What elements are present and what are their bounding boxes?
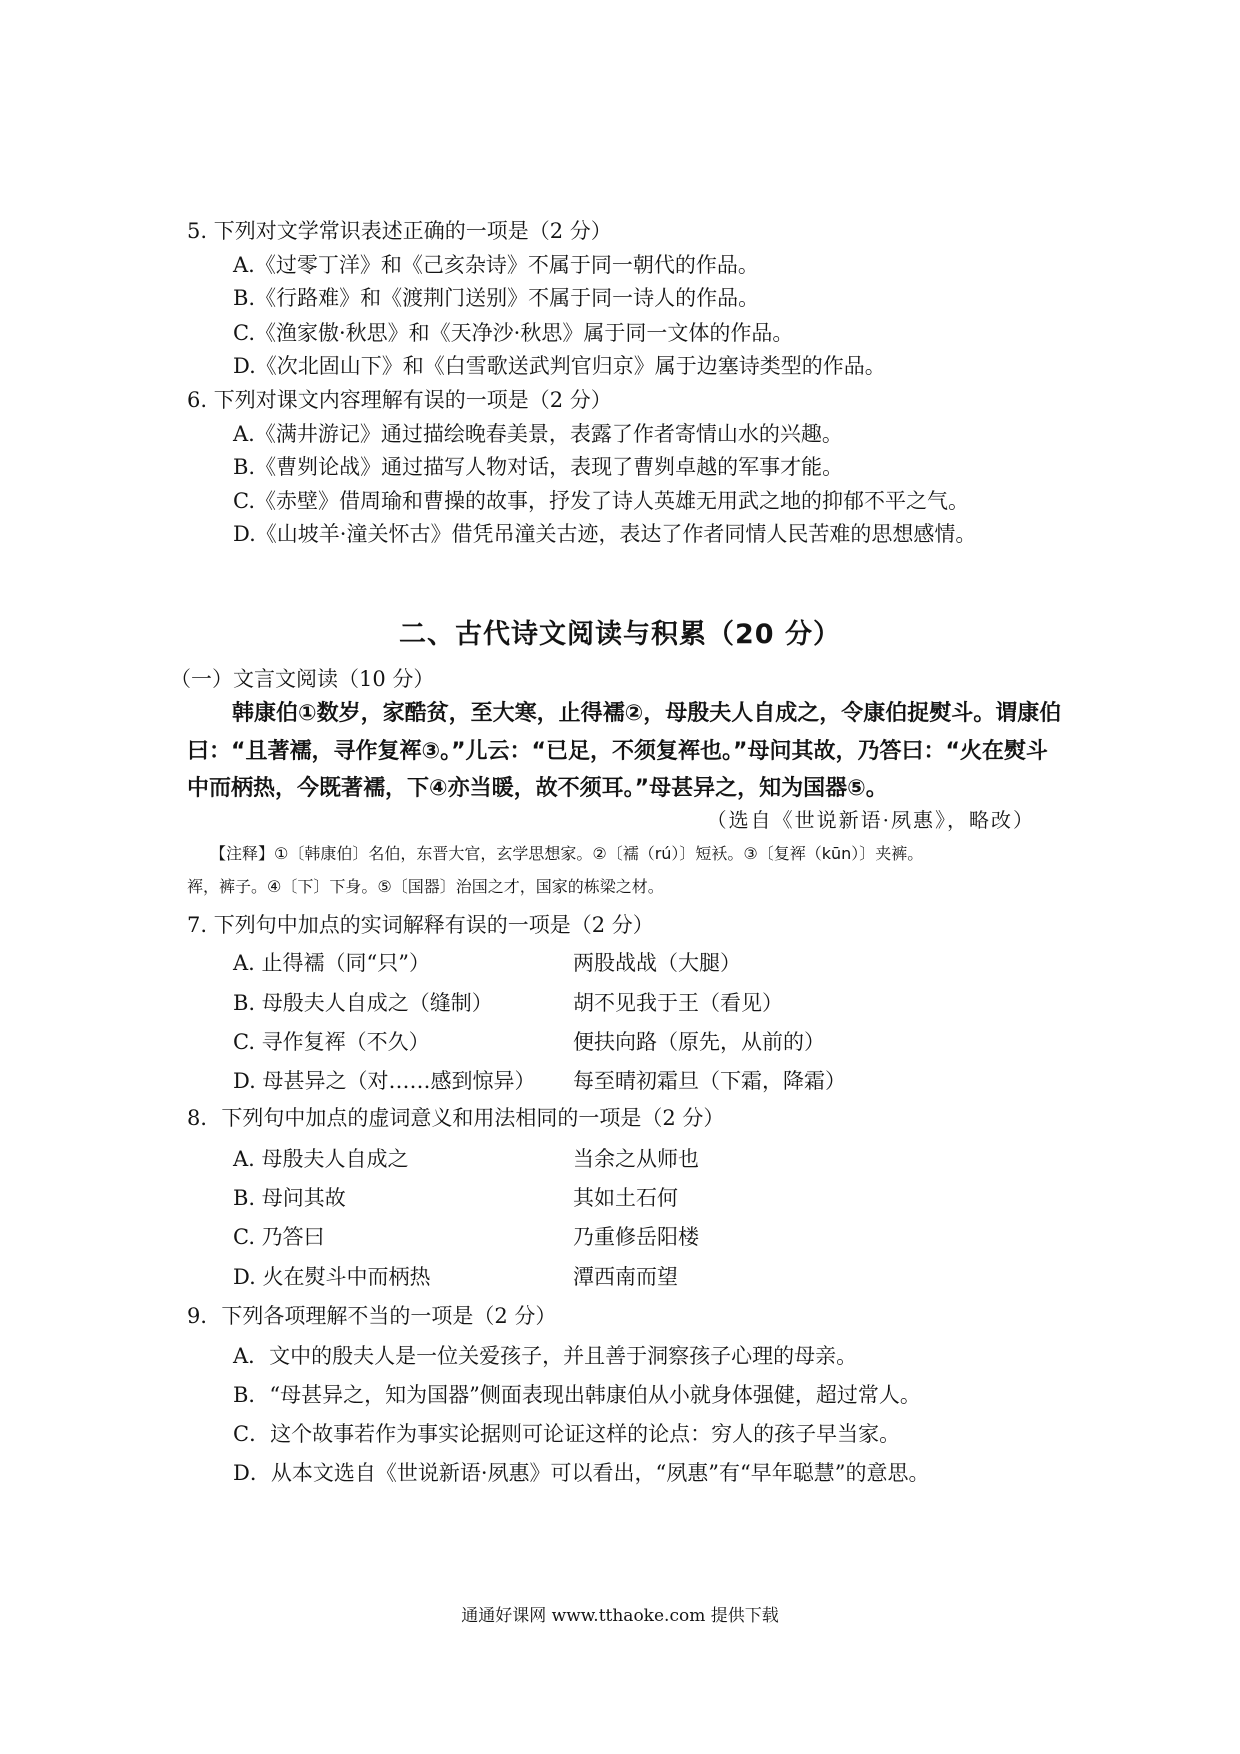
- passage-line-1: 韩康伯①数岁，家酷贫，至大寒，止得襦②，母殷夫人自成之，令康伯捉熨斗。谓康伯: [232, 701, 1062, 726]
- passage-line-2: 曰：“且著襦，寻作复裈③。”儿云：“已足，不须复裈也。”母问其故，乃答曰：“火在熨斗: [187, 739, 1048, 764]
- question-7-option-c-right: 便扶向路（原先，从前的）: [573, 1030, 825, 1054]
- question-8-option-d-right: 潭西南而望: [573, 1265, 678, 1289]
- question-8-option-b-right: 其如土石何: [573, 1186, 678, 1210]
- question-7-option-b-right: 胡不见我于王（看见）: [573, 991, 783, 1015]
- question-5-stem: 5. 下列对文学常识表述正确的一项是（2 分）: [187, 219, 612, 243]
- question-5-option-b: B.《行路难》和《渡荆门送别》不属于同一诗人的作品。: [233, 286, 760, 310]
- section-2-title: 二、古代诗文阅读与积累（20 分）: [399, 619, 841, 650]
- question-7-option-d-left: D. 母甚异之（对……感到惊异）: [233, 1069, 536, 1093]
- question-6-option-d: D.《山坡羊·潼关怀古》借凭吊潼关古迹，表达了作者同情人民苦难的思想感情。: [233, 522, 977, 546]
- passage-line-3: 中而柄热，今既著襦，下④亦当暖，故不须耳。”母甚异之，知为国器⑤。: [187, 776, 888, 801]
- question-5-option-c: C.《渔家傲·秋思》和《天净沙·秋思》属于同一文体的作品。: [233, 321, 794, 345]
- question-8-option-a-left: A. 母殷夫人自成之: [233, 1147, 409, 1171]
- page-footer: 通通好课网 www.tthaoke.com 提供下载: [461, 1606, 779, 1626]
- question-7-option-a-left: A. 止得襦（同“只”）: [233, 951, 430, 975]
- question-9-option-c: C．这个故事若作为事实论据则可论证这样的论点：穷人的孩子早当家。: [233, 1422, 901, 1446]
- question-8-option-b-left: B. 母问其故: [233, 1186, 346, 1210]
- question-6-option-b: B.《曹刿论战》通过描写人物对话，表现了曹刿卓越的军事才能。: [233, 455, 844, 479]
- question-6-stem: 6. 下列对课文内容理解有误的一项是（2 分）: [187, 388, 612, 412]
- question-7-option-b-left: B. 母殷夫人自成之（缝制）: [233, 991, 493, 1015]
- question-8-option-c-right: 乃重修岳阳楼: [573, 1225, 699, 1249]
- question-7-option-a-right: 两股战战（大腿）: [573, 951, 741, 975]
- question-6-option-a: A.《满井游记》通过描绘晚春美景，表露了作者寄情山水的兴趣。: [233, 422, 843, 446]
- subsection-1-title: （一）文言文阅读（10 分）: [170, 667, 435, 691]
- question-5-option-a: A.《过零丁洋》和《己亥杂诗》不属于同一朝代的作品。: [233, 253, 759, 277]
- question-8-option-d-left: D. 火在熨斗中而柄热: [233, 1265, 431, 1289]
- question-8-option-a-right: 当余之从师也: [573, 1147, 699, 1171]
- notes-line-1: 【注释】①〔韩康伯〕名伯，东晋大官，玄学思想家。②〔襦（rú）〕短袄。③〔复裈（kūn）〕夹裤。: [210, 844, 924, 863]
- question-9-stem: 9．下列各项理解不当的一项是（2 分）: [187, 1304, 557, 1328]
- question-8-stem: 8．下列句中加点的虚词意义和用法相同的一项是（2 分）: [187, 1106, 725, 1130]
- question-7-option-d-right: 每至晴初霜旦（下霜，降霜）: [573, 1069, 846, 1093]
- question-9-option-a: A．文中的殷夫人是一位关爱孩子，并且善于洞察孩子心理的母亲。: [233, 1344, 858, 1368]
- question-9-option-b: B．“母甚异之，知为国器”侧面表现出韩康伯从小就身体强健，超过常人。: [233, 1383, 921, 1407]
- question-6-option-c: C.《赤壁》借周瑜和曹操的故事，抒发了诗人英雄无用武之地的抑郁不平之气。: [233, 489, 969, 513]
- question-8-option-c-left: C. 乃答曰: [233, 1225, 325, 1249]
- question-9-option-d: D．从本文选自《世说新语·夙惠》可以看出，“夙惠”有“早年聪慧”的意思。: [233, 1461, 930, 1485]
- notes-line-2: 裈，裤子。④〔下〕下身。⑤〔国器〕治国之才，国家的栋梁之材。: [187, 877, 664, 896]
- passage-source: （选自《世说新语·夙惠》，略改）: [706, 808, 1035, 832]
- question-7-option-c-left: C. 寻作复裈（不久）: [233, 1030, 430, 1054]
- question-5-option-d: D.《次北固山下》和《白雪歌送武判官归京》属于边塞诗类型的作品。: [233, 354, 886, 378]
- question-7-stem: 7. 下列句中加点的实词解释有误的一项是（2 分）: [187, 913, 654, 937]
